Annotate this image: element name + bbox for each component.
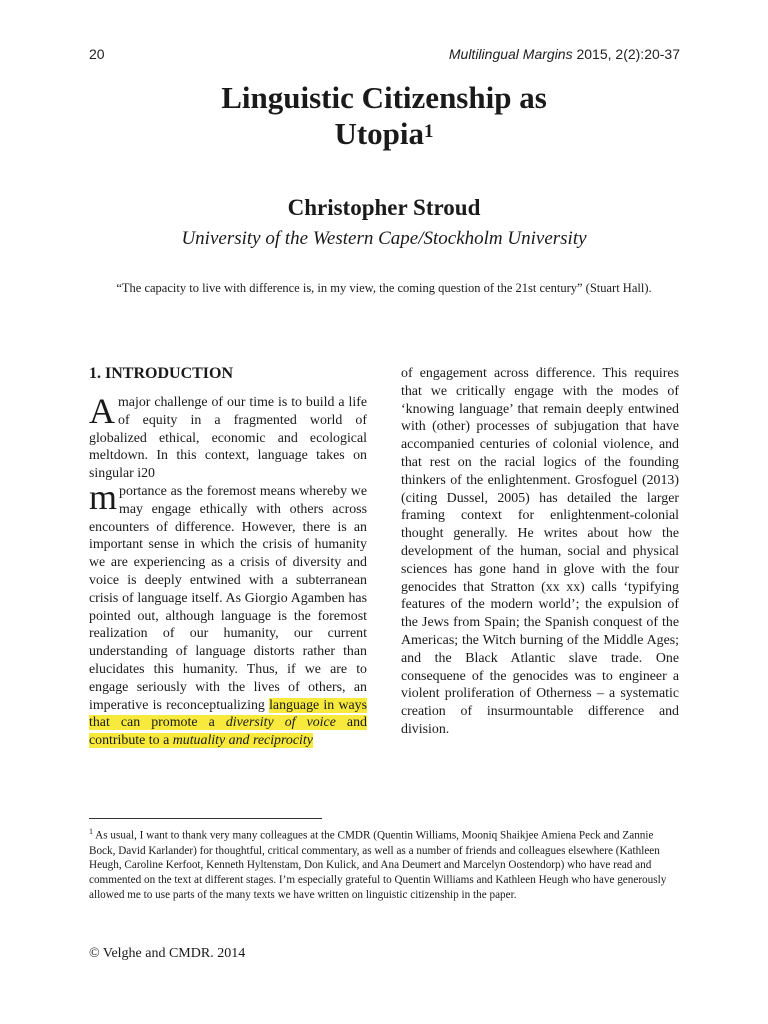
- paper-title: [0, 80, 768, 152]
- highlighted-text-2: and contribute to a: [89, 715, 367, 749]
- epigraph: “The capacity to live with difference is, in my view, the coming question of the 21st century” (Stuart Hall).: [116, 281, 652, 295]
- footnote-divider: [89, 818, 322, 819]
- journal-citation: [449, 46, 680, 62]
- highlighted-text-1: language in ways that can promote a: [89, 697, 367, 731]
- journal-name: Multilingual Margins: [448, 46, 573, 62]
- intro-paragraph-1: [89, 391, 367, 483]
- title-footnote-mark[interactable]: 1: [424, 121, 434, 142]
- author-name: Christopher Stroud: [287, 195, 481, 220]
- intro-text-2: portance as the foremost means whereby we may engage ethically with others across encounters of difference. However, there is an important sense in which the crisis of humanity we are experiencing as a crisis of diversity and voice is deeply entwined with a subterranean crisis of language itself. As Giorgio Agamben has pointed out, although language is the foremost realization of our humanity, our current understanding of language distorts rather than elucidates this humanity. Thus, if we are to engage seriously with the lives of others, an imperative is reconceptualizing: [89, 483, 367, 713]
- page-number: 20: [89, 46, 105, 62]
- author-affiliation: University of the Western Cape/Stockholm University: [181, 228, 587, 249]
- footnote-text: As usual, I want to thank very many colleagues at the CMDR (Quentin Williams, Mooniq Shaikjee Amiena Peck and Zannie Bock, David Karlander) for thoughtful, critical commentary, as well as a number of friends and colleagues elsewhere (Kathleen Heugh, Caroline Kerfoot, Kenneth Hyltenstam, Don Kulick, and Ana Deumert and Marcelyn Oostendorp) who have read and commented on the text at different stages. I’m especially grateful to Quentin Williams and Kathleen Heugh who have generously allowed me to use parts of the many texts we have written on linguistic citizenship in the paper.: [89, 829, 667, 901]
- section-heading: 1. INTRODUCTION: [89, 365, 234, 382]
- title-line-2: [0, 116, 768, 152]
- dropcap-m: m: [89, 476, 118, 517]
- dropcap-a: A: [89, 391, 115, 431]
- left-column: [89, 364, 367, 750]
- copyright-notice: © Velghe and CMDR. 2014: [89, 946, 246, 961]
- right-column-paragraph: of engagement across difference. This requires that we critically engage with the modes of ‘knowing language’ that remain deeply entwined with (other) processes of subjugation that have accompanied centuries of colonial violence, and that rest on the racial logics of the founding thinkers of the enlightenment. Grosfoguel (2013) (citing Dussel, 2005) has detailed the larger framing context for enlightenment-colonial thought generally. He writes about how the development of the human, social and physical sciences has gone hand in glove with the four genocides that Stratton (xx xx) calls ‘typifying features of the modern world’; the expulsion of the Jews from Spain; the Spanish conquest of the Americas; the Witch burning of the Middle Ages; and the Black Atlantic slave trade. One consequene of the genocides was to engineer a violent proliferation of Otherness – a systematic creation of insurmountable difference and division.: [401, 366, 679, 737]
- title-line-2-text: Utopia: [334, 116, 425, 151]
- intro-text-1: major challenge of our time is to build a life of equity in a fragmented world of globalized ethical, economic and ecological meltdown. In this context, language takes on singular i20: [89, 395, 367, 482]
- highlighted-italic-1: diversity of voice: [225, 715, 336, 731]
- journal-volume: 2015, 2(2):20-37: [572, 46, 680, 62]
- intro-paragraph-2: [89, 476, 367, 750]
- footnote-mark: 1: [89, 827, 93, 836]
- highlighted-italic-2: mutuality and reciprocity: [172, 733, 313, 749]
- footnote: [89, 825, 681, 903]
- title-line-1: Linguistic Citizenship as: [221, 80, 547, 115]
- right-column: [401, 365, 679, 739]
